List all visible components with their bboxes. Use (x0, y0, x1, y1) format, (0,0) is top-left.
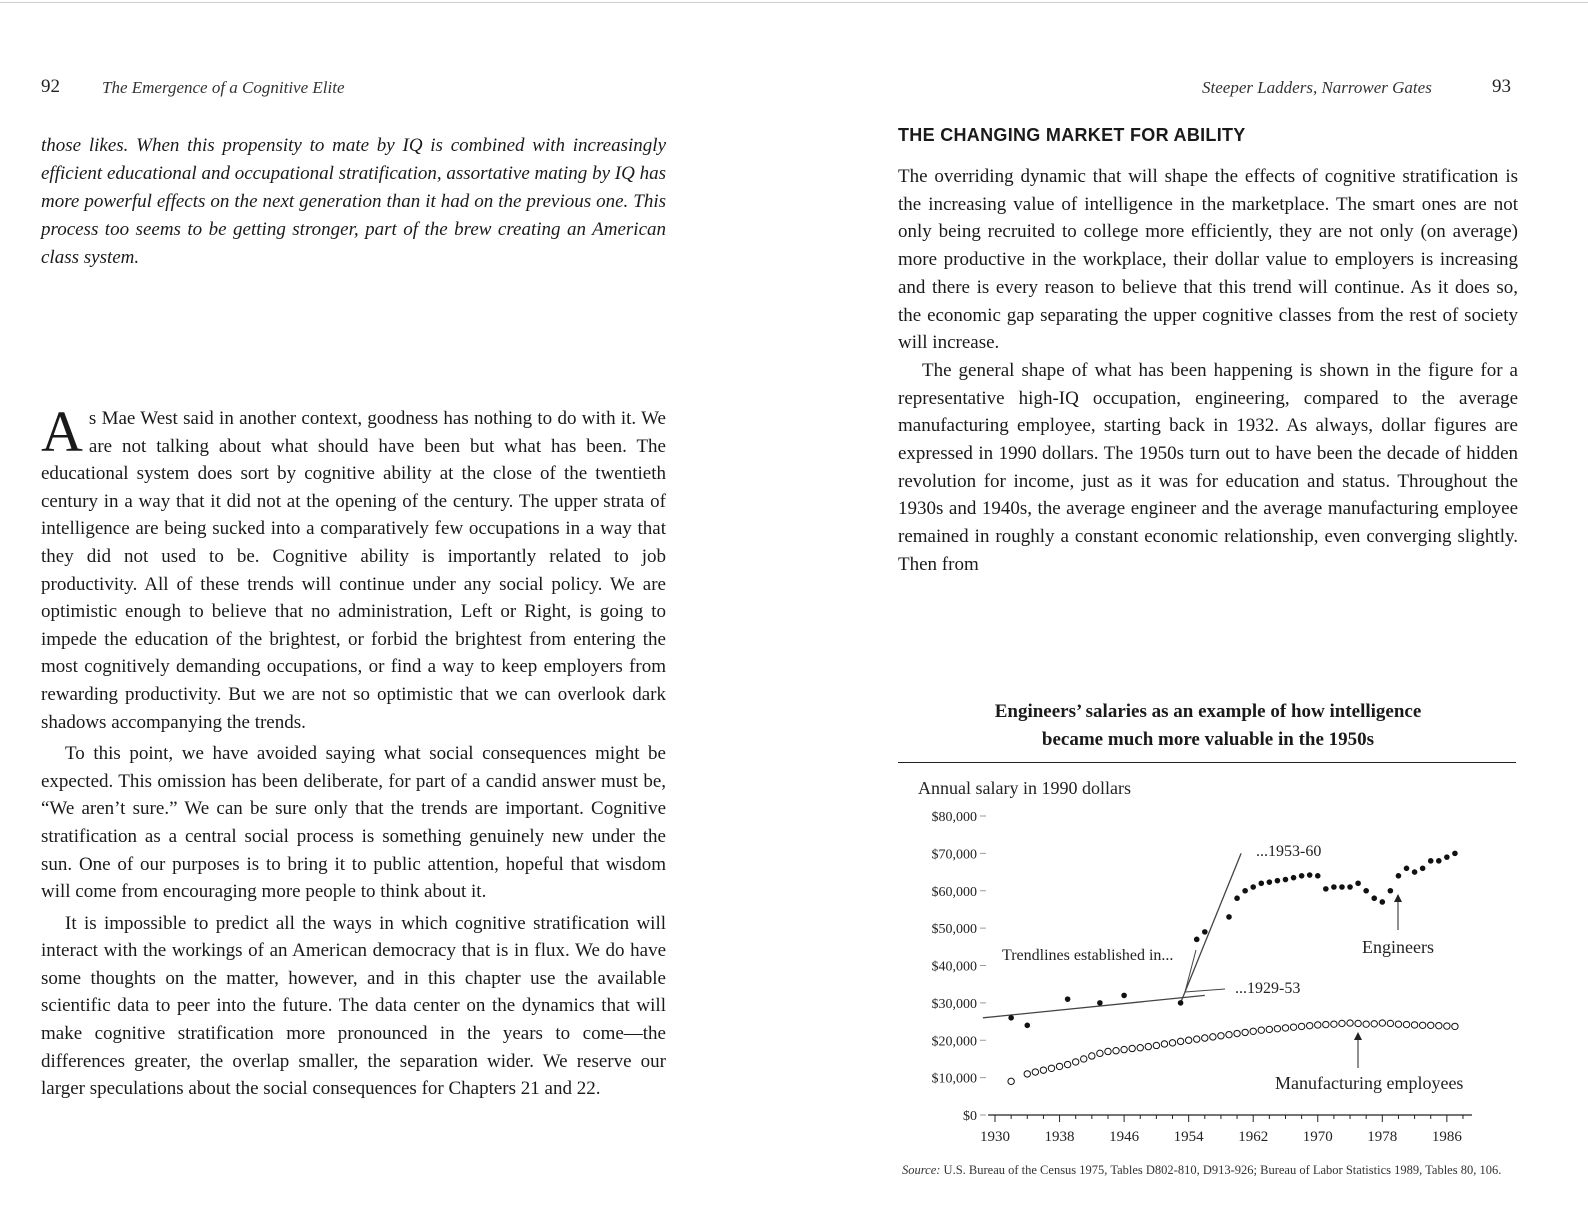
engineers-point (1412, 869, 1418, 875)
engineers-point (1323, 886, 1329, 892)
manufacturing-point (1185, 1037, 1191, 1043)
trendline (1181, 853, 1242, 1003)
manufacturing-point (1331, 1021, 1337, 1027)
arrow-manufacturing-head (1354, 1032, 1362, 1040)
manufacturing-point (1226, 1031, 1232, 1037)
manufacturing-point (1371, 1021, 1377, 1027)
y-tick-label: $30,000 (931, 996, 977, 1012)
engineers-point (1436, 858, 1442, 864)
manufacturing-point (1274, 1025, 1280, 1031)
engineers-point (1404, 866, 1410, 872)
x-tick-label: 1954 (1173, 1129, 1204, 1145)
y-tick-label: $20,000 (931, 1034, 977, 1050)
annotation-pointer-trendlines (1185, 950, 1196, 992)
manufacturing-point (1129, 1045, 1135, 1051)
manufacturing-point (1064, 1061, 1070, 1067)
engineers-point (1396, 873, 1402, 879)
manufacturing-point (1250, 1028, 1256, 1034)
manufacturing-point (1105, 1048, 1111, 1054)
page-number-left: 92 (41, 76, 60, 97)
manufacturing-point (1387, 1020, 1393, 1026)
engineers-point (1299, 873, 1305, 879)
chart-top-rule (898, 762, 1516, 763)
manufacturing-point (1194, 1036, 1200, 1042)
right-body-text (898, 163, 1518, 579)
y-tick-label: $40,000 (931, 959, 977, 975)
x-tick-label: 1978 (1367, 1129, 1398, 1145)
paragraph-1-text: s Mae West said in another context, goodness has nothing to do with it. We are not talking about what should have been but what has been. The educational system does sort by cognitive ability at the close of the twentieth century in a way that it did not at the opening of the century. The upper strata of intelligence are being sucked into a comparatively few occupations in a way that they did not used to be. Cognitive ability is importantly related to job productivity. All of these trends will continue under any social policy. We are optimistic enough to believe that no administration, Left or Right, is going to impede the education of the brightest, or forbid the brightest from entering the most cognitively demanding occupations, or find a way to keep employers from rewarding productivity. But we are not so optimistic that we can overlook dark shadows accompanying the trends. (41, 408, 666, 733)
manufacturing-point (1161, 1041, 1167, 1047)
manufacturing-point (1137, 1045, 1143, 1051)
trendline (983, 995, 1205, 1017)
manufacturing-point (1339, 1020, 1345, 1026)
y-tick-label: $80,000 (931, 810, 977, 825)
manufacturing-point (1024, 1071, 1030, 1077)
chart-source (902, 1162, 1522, 1179)
running-head-right: Steeper Ladders, Narrower Gates (1202, 78, 1432, 97)
page-number-right: 93 (1492, 76, 1511, 97)
manufacturing-point (1081, 1056, 1087, 1062)
chart-title-line-2: became much more valuable in the 1950s (1041, 729, 1375, 750)
x-tick-label: 1986 (1431, 1129, 1462, 1145)
chapter-summary (41, 132, 666, 272)
manufacturing-point (1258, 1027, 1264, 1033)
manufacturing-point (1072, 1059, 1078, 1065)
summary-text: those likes. When this propensity to mate by IQ is combined with increasingly efficient educational and occupational stratification, assortative mating by IQ has more powerful effects on the next generation than it had on the previous one. This process too seems to be getting stronger, part of the brew creating an American class system. (41, 135, 666, 268)
engineers-point (1242, 888, 1248, 894)
engineers-point (1307, 872, 1313, 878)
engineers-point (1121, 993, 1127, 999)
engineers-point (1008, 1015, 1014, 1021)
manufacturing-point (1428, 1022, 1434, 1028)
manufacturing-point (1040, 1067, 1046, 1073)
engineers-point (1194, 937, 1200, 943)
engineers-point (1097, 1000, 1103, 1006)
source-text: U.S. Bureau of the Census 1975, Tables D802-810, D913-926; Bureau of Labor Statistics 1989, Tables 80, 106. (940, 1163, 1502, 1177)
y-axis-label: Annual salary in 1990 dollars (918, 778, 1131, 798)
y-tick-label: $60,000 (931, 884, 977, 900)
manufacturing-point (1169, 1040, 1175, 1046)
y-tick-label: $10,000 (931, 1071, 977, 1087)
manufacturing-point (1153, 1042, 1159, 1048)
x-tick-label: 1962 (1238, 1129, 1269, 1145)
manufacturing-point (1436, 1022, 1442, 1028)
engineers-point (1315, 873, 1321, 879)
paragraph-1 (41, 399, 666, 736)
y-tick-label: $50,000 (931, 922, 977, 938)
y-tick-label: $0 (963, 1109, 977, 1124)
manufacturing-point (1266, 1026, 1272, 1032)
y-tick-label: $70,000 (931, 847, 977, 863)
drop-cap: A (41, 399, 83, 464)
engineers-point (1331, 884, 1337, 890)
manufacturing-point (1298, 1023, 1304, 1029)
engineers-point (1355, 880, 1361, 886)
manufacturing-point (1210, 1034, 1216, 1040)
manufacturing-point (1202, 1035, 1208, 1041)
manufacturing-point (1379, 1020, 1385, 1026)
manufacturing-point (1282, 1025, 1288, 1031)
right-paragraph-1: The overriding dynamic that will shape the effects of cognitive stratification is the increasing value of intelligence in the marketplace. The smart ones are not only being recruited to college more efficiently, they are not only (on average) more productive in the workplace, their dollar value to employers is increasing and there is every reason to believe that this trend will continue. As it does so, the economic gap separating the upper cognitive classes from the rest of society will increase. (898, 166, 1518, 354)
right-paragraph-2: The general shape of what has been happening is shown in the figure for a representative high-IQ occupation, engineering, compared to the average manufacturing employee, starting back in 1932. As always, dollar figures are expressed in 1990 dollars. The 1950s turn out to have been the decade of hidden revolution for income, just as it was for education and status. Throughout the 1930s and 1940s, the average engineer and the average manufacturing employee remained in roughly a constant economic relationship, even converging slightly. Then from (898, 359, 1518, 575)
engineers-point (1178, 1000, 1184, 1006)
manufacturing-point (1323, 1021, 1329, 1027)
engineers-point (1250, 884, 1256, 890)
manufacturing-point (1419, 1022, 1425, 1028)
manufacturing-point (1411, 1022, 1417, 1028)
left-body-text (41, 399, 666, 1107)
chart-title-line-1: Engineers’ salaries as an example of how intelligence (994, 701, 1422, 722)
running-head-left: The Emergence of a Cognitive Elite (102, 78, 345, 97)
manufacturing-point (1444, 1023, 1450, 1029)
manufacturing-point (1218, 1033, 1224, 1039)
engineers-point (1258, 880, 1264, 886)
x-tick-label: 1970 (1302, 1129, 1333, 1145)
arrow-engineers-head (1394, 894, 1402, 902)
manufacturing-point (1306, 1022, 1312, 1028)
engineers-point (1065, 996, 1071, 1002)
annotation-1953-60: ...1953-60 (1256, 843, 1322, 860)
annotation-engineers: Engineers (1362, 937, 1434, 957)
annotation-trendlines: Trendlines established in... (1002, 947, 1174, 964)
left-page (0, 0, 700, 1228)
engineers-point (1428, 858, 1434, 864)
manufacturing-point (1315, 1022, 1321, 1028)
engineers-point (1388, 888, 1394, 894)
section-heading: THE CHANGING MARKET FOR ABILITY (898, 125, 1246, 145)
x-tick-label: 1930 (980, 1129, 1010, 1145)
engineers-point (1363, 888, 1369, 894)
manufacturing-point (1008, 1078, 1014, 1084)
annotation-1929-53: ...1929-53 (1235, 980, 1301, 997)
manufacturing-point (1395, 1021, 1401, 1027)
engineers-point (1420, 866, 1426, 872)
manufacturing-point (1347, 1020, 1353, 1026)
engineers-point (1347, 884, 1353, 890)
manufacturing-point (1242, 1029, 1248, 1035)
annotation-pointer-1929 (1185, 989, 1225, 992)
manufacturing-point (1089, 1053, 1095, 1059)
x-tick-label: 1938 (1044, 1129, 1075, 1145)
paragraph-2: To this point, we have avoided saying what social consequences might be expected. This omission has been deliberate, for part of a candid answer must be, “We aren’t sure.” We can be sure only that the trends are important. Cognitive stratification as a central social process is something genuinely new under the sun. One of our purposes is to bring it to public attention, hopeful that wisdom will come from encouraging more people to think about it. (41, 743, 666, 903)
manufacturing-point (1048, 1065, 1054, 1071)
right-page (880, 0, 1588, 1228)
manufacturing-point (1032, 1069, 1038, 1075)
engineers-point (1226, 914, 1232, 920)
salary-chart (880, 770, 1560, 1160)
engineers-point (1202, 929, 1208, 935)
engineers-point (1380, 899, 1386, 905)
x-tick-label: 1946 (1109, 1129, 1140, 1145)
engineers-point (1275, 878, 1281, 884)
manufacturing-point (1113, 1048, 1119, 1054)
paragraph-3: It is impossible to predict all the ways in which cognitive stratification will interact with the workings of an American democracy that is in flux. We do have some thoughts on the matter, however, and in this chapter use the available scientific data to peer into the future. The data center on the dynamics that will make cognitive stratification more pronounced in the years to come—the differences greater, the overlap smaller, the separation wider. We reserve our larger speculations about the social consequences for Chapters 21 and 22. (41, 912, 666, 1100)
manufacturing-point (1355, 1020, 1361, 1026)
source-label: Source: (902, 1163, 941, 1177)
manufacturing-point (1290, 1024, 1296, 1030)
manufacturing-point (1145, 1043, 1151, 1049)
annotation-manufacturing: Manufacturing employees (1275, 1073, 1464, 1093)
manufacturing-point (1121, 1046, 1127, 1052)
engineers-point (1267, 879, 1273, 885)
engineers-point (1283, 877, 1289, 883)
manufacturing-point (1056, 1063, 1062, 1069)
manufacturing-point (1452, 1023, 1458, 1029)
manufacturing-point (1097, 1050, 1103, 1056)
chart-title (898, 698, 1518, 754)
manufacturing-point (1363, 1021, 1369, 1027)
manufacturing-point (1234, 1030, 1240, 1036)
engineers-point (1371, 895, 1377, 901)
manufacturing-point (1403, 1021, 1409, 1027)
engineers-point (1291, 875, 1297, 881)
engineers-point (1444, 854, 1450, 860)
manufacturing-point (1177, 1038, 1183, 1044)
engineers-point (1452, 851, 1458, 857)
engineers-point (1234, 895, 1240, 901)
engineers-point (1024, 1023, 1030, 1029)
engineers-point (1339, 884, 1345, 890)
